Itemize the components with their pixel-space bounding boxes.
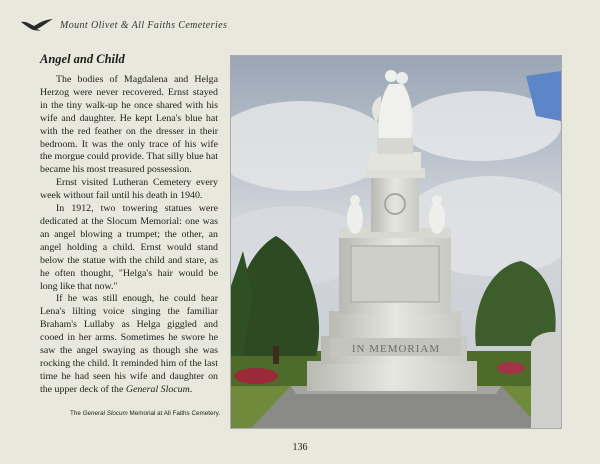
- page-number: 136: [292, 442, 308, 453]
- paragraph-end: .: [189, 383, 193, 395]
- paragraph: Ernst visited Lutheran Cemetery every week without fail until his death in 1940.: [40, 177, 218, 202]
- body-text: [40, 74, 218, 397]
- photo-caption: [70, 410, 220, 417]
- inscription: IN MEMORIAM: [351, 343, 441, 355]
- caption-prefix: The: [70, 410, 83, 417]
- caption-ship-name: General Slocum: [82, 410, 128, 417]
- monument-illustration: [231, 56, 561, 428]
- section-title: Angel and Child: [40, 52, 125, 66]
- paragraph: [40, 293, 218, 396]
- running-header: [20, 14, 227, 36]
- paragraph-text: If he was still enough, he could hear Lena's lilting voice singing the familiar Braham's Lullaby as Helga giggled and cooed in her arms. Sometimes he swore he saw the angel swaying as though she was rocking the child. It reminded him of the last time he had seen his wife and daughter on the upper deck of the: [40, 293, 218, 395]
- bird-icon: [20, 18, 54, 32]
- paragraph: In 1912, two towering statues were dedicated at the Slocum Memorial: one was an angel blowing a trumpet; the other, an angel holding a child. Ernst would stand below the statue with the child and stare, as he often thought, "Helga's hair would be long like that now.": [40, 203, 218, 292]
- caption-text: Memorial at All Faiths Cemetery.: [127, 410, 221, 417]
- paragraph: The bodies of Magdalena and Helga Herzog were never recovered. Ernst stayed in the tiny walk-up he once shared with his wife and daughter. He kept Lena's blue hat with the red feather on the dresser in their bedroom. It was the only trace of his wife the morgue could provide. That silly blue hat became his most treasured possession.: [40, 74, 218, 176]
- monument-photo: [230, 55, 562, 429]
- running-title: Mount Olivet & All Faiths Cemeteries: [60, 19, 228, 31]
- ship-name: General Slocum: [125, 383, 190, 395]
